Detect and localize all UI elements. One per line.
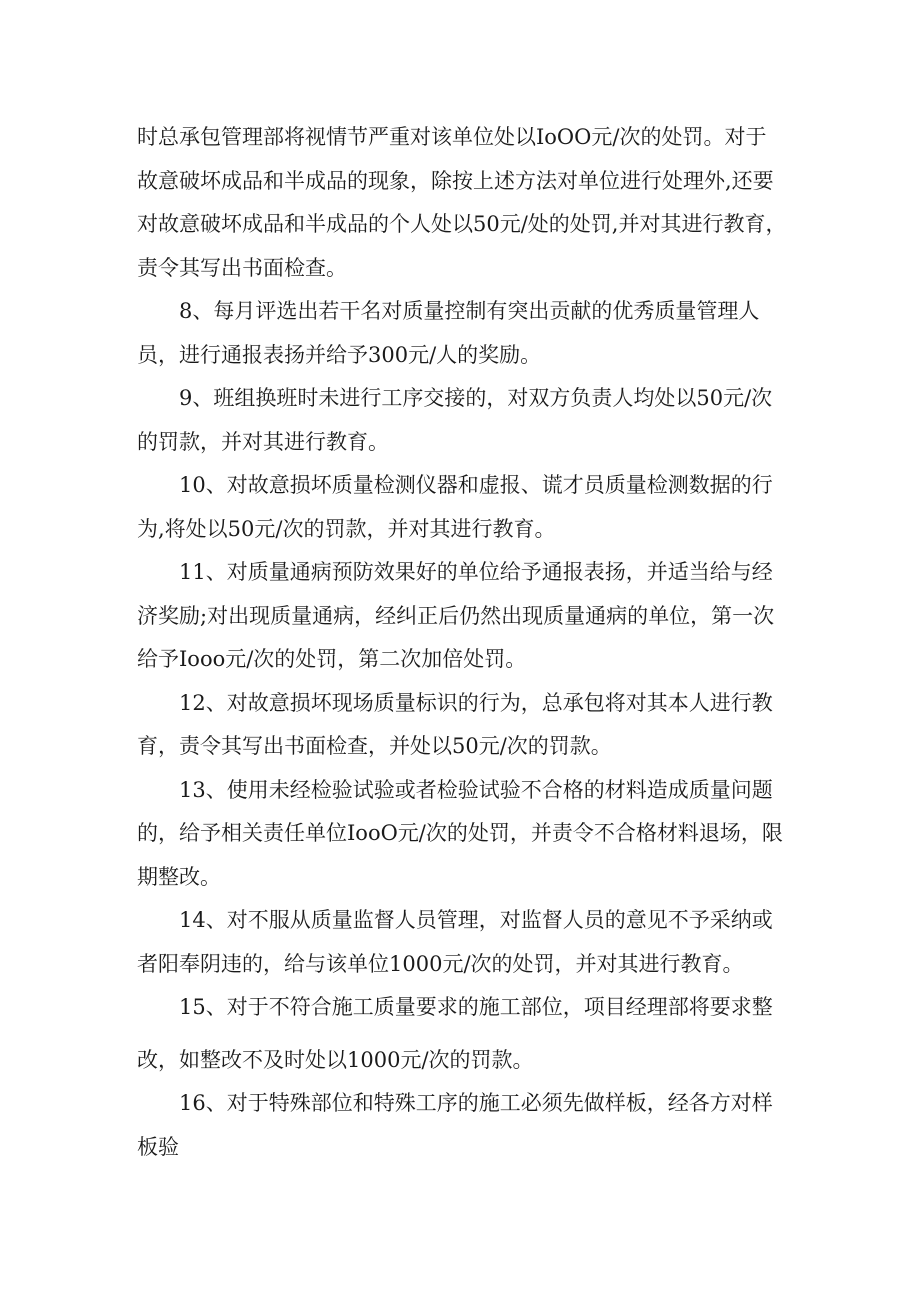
document-body xyxy=(137,116,787,1169)
paragraph-item-11: 11、对质量通病预防效果好的单位给予通报表扬，并适当给与经济奖励;对出现质量通病，经纠正后仍然出现质量通病的单位，第一次给予Iooo元/次的处罚，第二次加倍处罚。 xyxy=(137,560,775,671)
paragraph-item-15-second-line: 改，如整改不及时处以1000元/次的罚款。 xyxy=(137,1047,534,1072)
paragraph-item-16: 16、对于特殊部位和特殊工序的施工必须先做样板，经各方对样板验 xyxy=(137,1091,773,1159)
paragraph-item-8: 8、每月评选出若干名对质量控制有突出贡献的优秀质量管理人员，进行通报表扬并给予300元/人的奖励。 xyxy=(137,299,760,367)
paragraph-item-10: 10、对故意损坏质量检测仪器和虚报、谎才员质量检测数据的行为,将处以50元/次的罚款，并对其进行教育。 xyxy=(137,473,773,541)
paragraph-continuation: 时总承包管理部将视情节严重对该单位处以IoOO元/次的处罚。对于故意破坏成品和半成品的现象，除按上述方法对单位进行处理外,还要对故意破坏成品和半成品的个人处以50元/处的处罚,并对其进行教育，责令其写出书面检查。 xyxy=(137,125,787,280)
paragraph-item-12: 12、对故意损坏现场质量标识的行为，总承包将对其本人进行教育，责令其写出书面检查，并处以50元/次的罚款。 xyxy=(137,690,773,758)
paragraph-item-13: 13、使用未经检验试验或者检验试验不合格的材料造成质量问题的，给予相关责任单位IooO元/次的处罚，并责令不合格材料退场，限期整改。 xyxy=(137,777,783,889)
paragraph-item-14: 14、对不服从质量监督人员管理，对监督人员的意见不予采纳或者阳奉阴违的，给与该单位1000元/次的处罚，并对其进行教育。 xyxy=(137,908,773,976)
paragraph-item-9: 9、班组换班时未进行工序交接的，对双方负责人均处以50元/次的罚款，并对其进行教育。 xyxy=(137,386,773,454)
paragraph-item-15-first-line: 15、对于不符合施工质量要求的施工部位，项目经理部将要求整 xyxy=(179,995,773,1019)
